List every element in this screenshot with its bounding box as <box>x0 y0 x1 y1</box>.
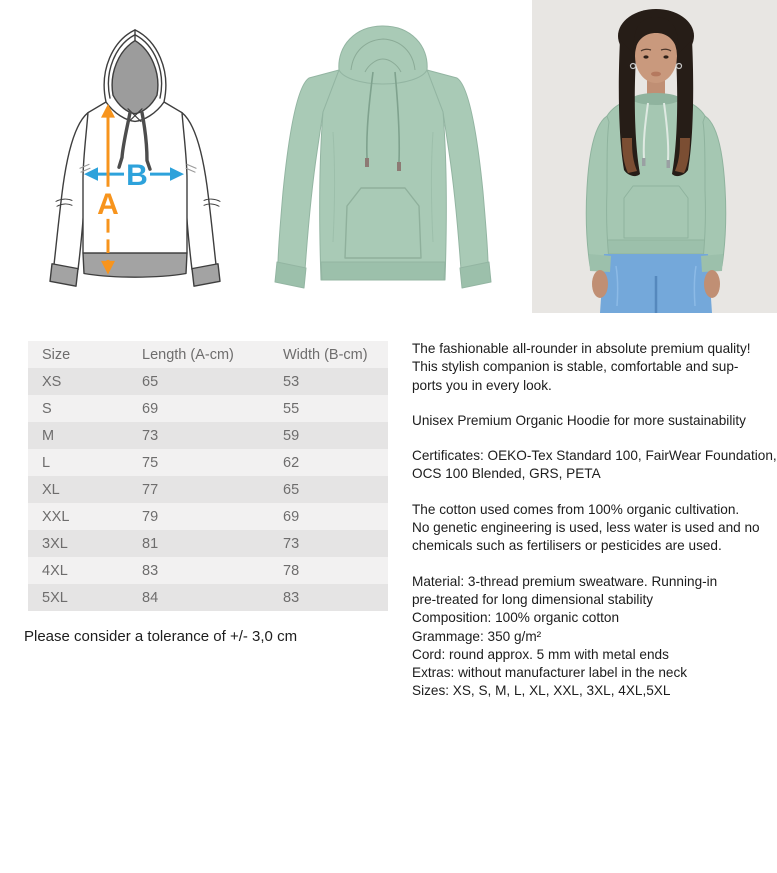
size-table-cell: 53 <box>283 373 300 390</box>
description-line: Certificates: OEKO-Tex Standard 100, FairWear Foundation, <box>412 448 777 464</box>
description-line: The cotton used comes from 100% organic cultivation. <box>412 501 740 517</box>
description-line: Material: 3-thread premium sweatware. Running-in <box>412 573 718 589</box>
size-table-cell: S <box>42 400 52 417</box>
model-illustration <box>532 0 777 313</box>
description-line: OCS 100 Blended, GRS, PETA <box>412 466 601 482</box>
size-table-cell: 73 <box>142 427 159 444</box>
size-table-header-cell: Width (B-cm) <box>283 346 368 363</box>
flat-hoodie-illustration <box>273 12 493 308</box>
description-paragraph <box>412 501 777 556</box>
flat-torso <box>320 70 447 280</box>
description-line: The fashionable all-rounder in absolute premium quality! <box>412 341 751 356</box>
flat-product-photo[interactable] <box>273 12 493 308</box>
size-table-cell: 65 <box>283 481 300 498</box>
description-line: Cord: round approx. 5 mm with metal ends <box>412 646 669 662</box>
size-table-cell: XS <box>42 373 62 390</box>
description-line: Sizes: XS, S, M, L, XL, XXL, 3XL, 4XL,5XL <box>412 683 671 699</box>
size-table-row <box>28 449 388 476</box>
description-line: Composition: 100% organic cotton <box>412 610 620 626</box>
model-photo[interactable] <box>532 0 777 313</box>
size-table-cell: L <box>42 454 51 471</box>
model-drawstring-aglet <box>642 158 646 166</box>
tolerance-note: Please consider a tolerance of +/- 3,0 cm <box>24 628 298 645</box>
flat-hem-band <box>321 262 445 280</box>
description-line: This stylish companion is stable, comfortable and sup- <box>412 359 739 375</box>
flat-hood <box>339 26 427 84</box>
model-hoodie-hem <box>599 240 713 254</box>
description-line: Grammage: 350 g/m² <box>412 628 542 644</box>
size-table-body <box>28 368 388 611</box>
size-table-cell: 83 <box>283 589 300 606</box>
size-table-header-cell: Size <box>42 346 71 363</box>
size-table-row <box>28 557 388 584</box>
size-table-cell: 84 <box>142 589 159 606</box>
flat-drawstring-aglet <box>397 162 401 171</box>
size-table-row <box>28 476 388 503</box>
size-table-cell: 59 <box>283 427 300 444</box>
size-table-cell: 55 <box>283 400 300 417</box>
description-paragraph <box>412 573 777 701</box>
size-table-cell: 75 <box>142 454 159 471</box>
size-table-header-row <box>28 341 388 368</box>
description-paragraph <box>412 340 777 395</box>
size-table-row <box>28 422 388 449</box>
size-table-cell: 5XL <box>42 589 68 606</box>
size-table-cell: XXL <box>42 508 70 525</box>
size-table-cell: 78 <box>283 562 300 579</box>
model-right-hand <box>704 270 720 298</box>
size-table-row <box>28 584 388 611</box>
size-table-row <box>28 368 388 395</box>
size-table-cell: 65 <box>142 373 159 390</box>
description-line: pre-treated for long dimensional stability <box>412 591 654 607</box>
diagram-hem-band <box>83 253 187 277</box>
size-table-cell: 3XL <box>42 535 68 552</box>
width-arrow-label: B <box>126 159 148 192</box>
size-table-cell: 73 <box>283 535 300 552</box>
model-lips <box>651 72 661 77</box>
size-table-cell: M <box>42 427 55 444</box>
size-table-cell: 62 <box>283 454 300 471</box>
product-description <box>412 340 777 718</box>
model-right-cuff <box>701 254 723 272</box>
size-table-cell: 83 <box>142 562 159 579</box>
length-arrow-label: A <box>97 188 119 221</box>
description-line: No genetic engineering is used, less water is used and no <box>412 520 760 536</box>
size-diagram-image[interactable] <box>48 25 228 293</box>
size-table-cell: XL <box>42 481 60 498</box>
description-line: Extras: without manufacturer label in the neck <box>412 665 688 681</box>
flat-drawstring-aglet <box>365 158 369 167</box>
size-table-cell: 69 <box>142 400 159 417</box>
model-left-cuff <box>589 254 611 272</box>
description-line: Unisex Premium Organic Hoodie for more sustainability <box>412 412 746 428</box>
description-line: chemicals such as fertilisers or pesticides are used. <box>412 538 722 554</box>
size-table-cell: 81 <box>142 535 159 552</box>
model-hoodie-torso <box>599 95 713 240</box>
model-drawstring-aglet <box>667 160 671 168</box>
size-table-row <box>28 503 388 530</box>
model-left-hand <box>592 270 608 298</box>
description-line: ports you in every look. <box>412 377 552 393</box>
hoodie-measurement-diagram <box>48 25 228 293</box>
size-table-cell: 77 <box>142 481 159 498</box>
size-table-cell: 69 <box>283 508 300 525</box>
description-paragraph <box>412 447 777 484</box>
size-table <box>28 341 388 611</box>
description-paragraph <box>412 412 777 430</box>
size-table-header-cell: Length (A-cm) <box>142 346 234 363</box>
size-table-row <box>28 395 388 422</box>
size-table-cell: 79 <box>142 508 159 525</box>
size-table-row <box>28 530 388 557</box>
size-table-cell: 4XL <box>42 562 68 579</box>
